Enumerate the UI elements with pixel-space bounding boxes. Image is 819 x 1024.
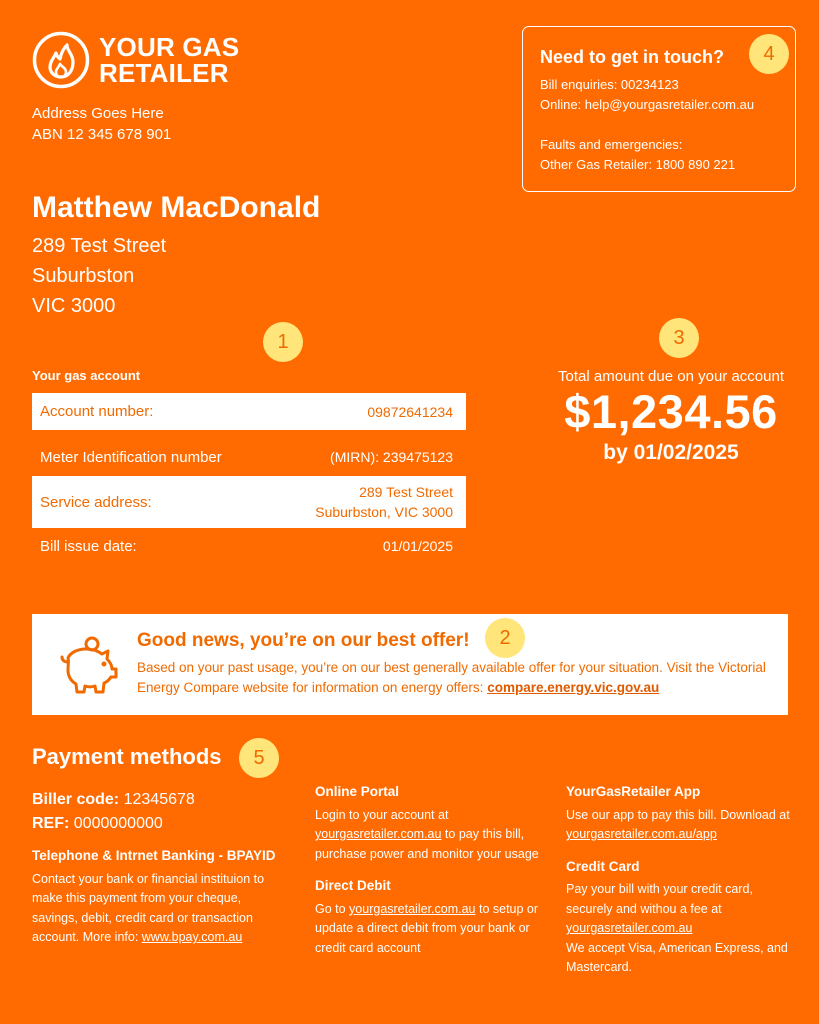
offer-body: [137, 658, 773, 698]
faults-line: Other Gas Retailer: 1800 890 221: [540, 157, 736, 172]
biller-code-label: Biller code:: [32, 791, 120, 808]
meter-value: (MIRN): 239475123: [330, 449, 453, 465]
biller-code-line: [32, 788, 292, 812]
service-address-value: [315, 482, 453, 522]
retailer-name: [99, 34, 239, 86]
best-offer-box: [32, 614, 788, 715]
bpay-body-text: Contact your bank or financial instituion to make this payment from your cheque, savings, debit, credit card or transaction account. More info:: [32, 871, 265, 944]
credit-card-title: Credit Card: [566, 858, 640, 874]
retailer-name-line2: RETAILER: [99, 58, 229, 88]
total-due-date: by 01/02/2025: [603, 441, 739, 464]
direct-debit-link[interactable]: yourgasretailer.com.au: [349, 901, 476, 916]
meter-label: Meter Identification number: [40, 448, 222, 466]
meter-row: [32, 440, 466, 474]
online-column: [315, 782, 540, 958]
piggy-bank-icon: [54, 636, 120, 694]
customer-street: 289 Test Street: [32, 235, 167, 257]
customer-block: [32, 191, 320, 321]
bpay-column: [32, 788, 292, 948]
customer-name: Matthew MacDonald: [32, 191, 321, 224]
service-address-label: Service address:: [40, 493, 152, 511]
ref-line: [32, 812, 292, 836]
account-number-label: Account number:: [40, 403, 154, 420]
credit-card-accepted: We accept Visa, American Express, and Mastercard.: [566, 940, 788, 974]
issue-date-value: 01/01/2025: [382, 538, 453, 554]
account-number-value: 09872641234: [367, 403, 453, 420]
retailer-address: Address Goes Here: [32, 105, 164, 122]
credit-card-link[interactable]: yourgasretailer.com.au: [566, 921, 693, 935]
retailer-abn: ABN 12 345 678 901: [32, 126, 172, 143]
app-body-pre: Use our app to pay this bill. Download at: [566, 807, 790, 822]
flame-logo-icon: [32, 31, 90, 89]
online-contact[interactable]: Online: help@yourgasretailer.com.au: [540, 97, 755, 112]
badge-4: 4: [749, 34, 789, 74]
service-address-row: [32, 476, 466, 528]
customer-state-postcode: VIC 3000: [32, 295, 116, 317]
app-body: [566, 806, 791, 845]
app-title: YourGasRetailer App: [566, 784, 701, 799]
app-card-column: [566, 782, 791, 978]
total-due-label: Total amount due on your account: [558, 368, 784, 385]
total-due-block: [540, 368, 802, 465]
contact-title: Need to get in touch?: [540, 47, 724, 67]
bpay-link[interactable]: www.bpay.com.au: [141, 930, 243, 944]
issue-date-label: Bill issue date:: [40, 537, 137, 555]
online-portal-pre: Login to your account at: [315, 807, 449, 822]
issue-date-row: [32, 529, 466, 563]
badge-3: 3: [659, 318, 699, 358]
offer-title: Good news, you’re on our best offer!: [137, 630, 470, 651]
retailer-address-block: [32, 103, 171, 145]
faults-title: Faults and emergencies:: [540, 137, 683, 152]
account-number-row: [32, 393, 466, 430]
app-link[interactable]: yourgasretailer.com.au/app: [566, 827, 717, 841]
online-portal-body: [315, 806, 540, 865]
badge-2: 2: [485, 618, 525, 658]
payment-methods-title: Payment methods: [32, 744, 222, 769]
retailer-name-line1: YOUR GAS: [99, 32, 240, 62]
direct-debit-title: Direct Debit: [315, 878, 391, 893]
credit-card-body: [566, 880, 791, 939]
online-portal-title: Online Portal: [315, 784, 400, 799]
online-portal-post: to pay this bill, purchase power and monitor your usage: [315, 827, 539, 861]
ref-label: REF:: [32, 815, 70, 832]
bill-enquiries: Bill enquiries: 00234123: [540, 77, 679, 92]
retailer-logo: [32, 31, 239, 89]
service-address-line2: Suburbston, VIC 3000: [315, 504, 453, 520]
total-due-amount: $1,234.56: [564, 385, 778, 438]
bpay-body: [32, 870, 282, 948]
energy-compare-link[interactable]: compare.energy.vic.gov.au: [487, 680, 660, 695]
badge-5: 5: [239, 738, 279, 778]
direct-debit-body: [315, 900, 540, 959]
badge-1: 1: [263, 322, 303, 362]
service-address-line1: 289 Test Street: [359, 484, 453, 500]
credit-card-pre: Pay your bill with your credit card, securely and withou a fee at: [566, 882, 753, 916]
ref-value: 0000000000: [73, 815, 163, 832]
online-portal-link[interactable]: yourgasretailer.com.au: [315, 827, 442, 841]
account-section-title: Your gas account: [32, 368, 141, 383]
direct-debit-pre: Go to: [315, 901, 350, 916]
biller-code-value: 12345678: [123, 791, 195, 808]
offer-body-text: Based on your past usage, you’re on our best generally available offer for your situation. Visit the Victorial Energy Compare website for information on energy offers:: [137, 660, 766, 695]
customer-suburb: Suburbston: [32, 265, 135, 287]
bpay-title: Telephone & Intrnet Banking - BPAYID: [32, 848, 276, 863]
direct-debit-post: to setup or update a direct debit from your bank or credit card account: [315, 901, 539, 955]
